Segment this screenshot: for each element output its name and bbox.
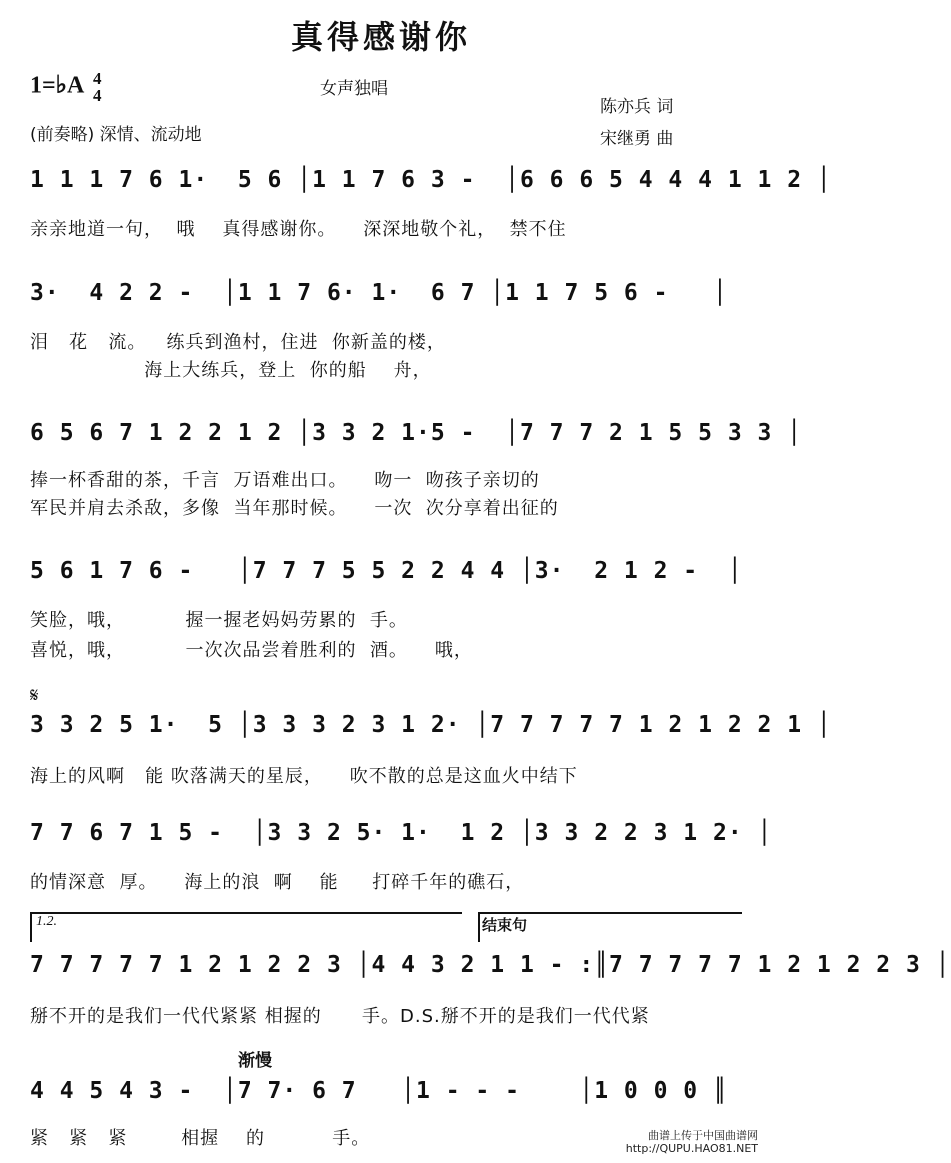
time-top: 4 <box>93 69 102 88</box>
lyric-line: 亲亲地道一句， 哦 真得感谢你。 深深地敬个礼， 禁不住 <box>30 219 567 240</box>
lyric-line: 紧 紧 紧 相握 的 手。 <box>30 1128 371 1149</box>
site-watermark <box>626 1129 758 1155</box>
volta-label: 1.2. <box>36 914 57 929</box>
notation-line: 7 7 6 7 1 5 - │3 3 2 5· 1· 1 2 │3 3 2 2 3 1 2· │ <box>30 820 773 846</box>
key-text: 1=♭A <box>30 72 84 99</box>
lyric-line: 海上的风啊 能 吹落满天的星辰， 吹不散的总是这血火中结下 <box>30 766 578 787</box>
lyric-line: 喜悦，哦， 一次次品尝着胜利的 酒。 哦， <box>30 640 473 661</box>
score-row-7 <box>30 950 951 980</box>
lyric-line: 的情深意 厚。 海上的浪 啊 能 打碎千年的礁石， <box>30 872 525 893</box>
lyric-line: 军民并肩去杀敌，多像 当年那时候。 一次 次分享着出征的 <box>30 498 559 519</box>
segno-sign: 𝄋 <box>30 683 39 707</box>
lyric-line: 笑脸，哦， 握一握老妈妈劳累的 手。 <box>30 610 408 631</box>
ritardando-mark: 渐慢 <box>238 1051 272 1071</box>
lyric-line: 泪 花 流。 练兵到渔村，住进 你新盖的楼， <box>30 332 446 353</box>
notation-line: 6 5 6 7 1 2 2 1 2 │3 3 2 1·5 - │7 7 7 2 1 5 5 3 3 │ <box>30 420 803 446</box>
lyric-line: 捧一杯香甜的茶，千言 万语难出口。 吻一 吻孩子亲切的 <box>30 470 540 491</box>
tempo-marking: (前奏略) 深情、流动地 <box>30 125 202 145</box>
ending-label: 结束句 <box>482 916 528 934</box>
time-bottom: 4 <box>93 86 102 105</box>
score-row-6 <box>30 818 773 848</box>
notation-line: 3 3 2 5 1· 5 │3 3 3 2 3 1 2· │7 7 7 7 7 1 2 1 2 2 1 │ <box>30 712 832 738</box>
score-row-4 <box>30 556 743 586</box>
notation-line: 5 6 1 7 6 - │7 7 7 5 5 2 2 4 4 │3· 2 1 2 - │ <box>30 558 743 584</box>
lyric-line: 掰不开的是我们一代代紧紧 相握的 手。D.S.掰不开的是我们一代代紧 <box>30 1006 650 1027</box>
score-row-1 <box>30 165 832 195</box>
watermark-line-2: http://QUPU.HAO81.NET <box>625 1142 758 1155</box>
lyric-line: 海上大练兵，登上 你的船 舟， <box>30 360 432 381</box>
notation-line: 4 4 5 4 3 - │7 7· 6 7 │1 - - - │1 0 0 0 ║ <box>30 1078 728 1104</box>
song-title: 真得感谢你 <box>290 18 471 56</box>
notation-line: 7 7 7 7 7 1 2 1 2 2 3 │4 4 3 2 1 1 - :║7 7 7 7 7 1 2 1 2 2 3 │ <box>30 952 951 978</box>
watermark-line-1: 曲谱上传于中国曲谱网 <box>648 1129 758 1142</box>
score-row-5 <box>30 710 832 740</box>
score-row-8 <box>30 1076 740 1106</box>
volta-bracket <box>30 912 462 942</box>
composer-credit: 宋继勇 曲 <box>600 129 674 149</box>
notation-line: 3· 4 2 2 - │1 1 7 6· 1· 6 7 │1 1 7 5 6 - │ <box>30 280 728 306</box>
score-row-2 <box>30 278 740 308</box>
score-row-3 <box>30 418 803 448</box>
notation-line: 1 1 1 7 6 1· 5 6 │1 1 7 6 3 - │6 6 6 5 4 4 4 1 1 2 │ <box>30 167 832 193</box>
lyricist-credit: 陈亦兵 词 <box>600 97 674 117</box>
song-subtitle: 女声独唱 <box>320 79 388 99</box>
key-signature <box>30 70 102 104</box>
time-signature <box>93 70 102 104</box>
